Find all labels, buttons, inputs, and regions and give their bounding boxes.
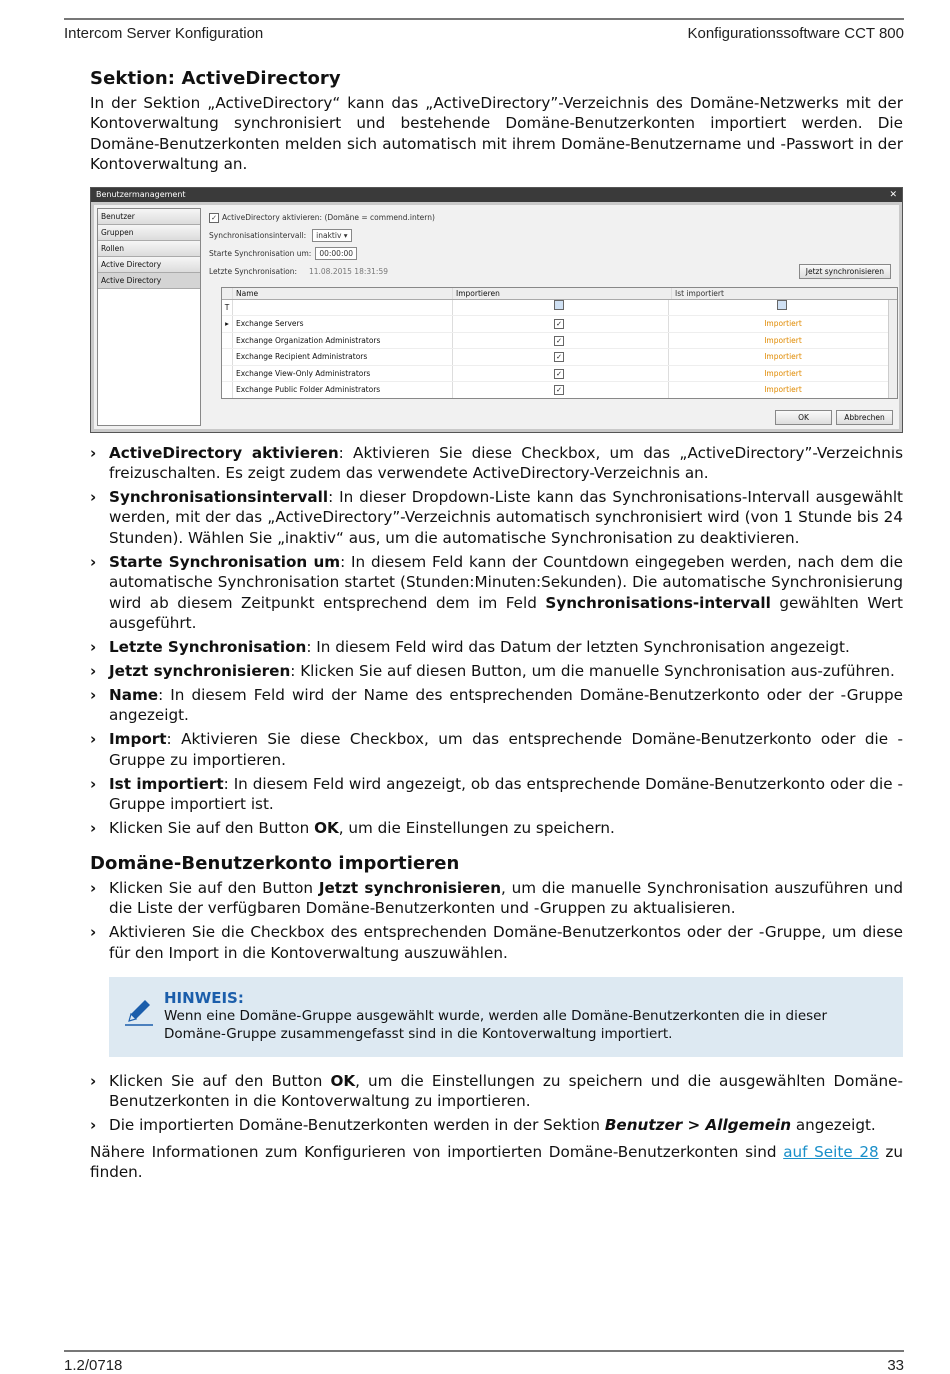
bullet-arrow-icon: › <box>90 488 97 507</box>
ad-grid <box>221 287 898 399</box>
dialog-body <box>94 205 899 429</box>
row-name: Exchange View-Only Administrators <box>233 366 453 382</box>
dialog-title: Benutzermanagement <box>96 189 186 199</box>
page-28-link[interactable]: auf Seite 28 <box>783 1142 879 1161</box>
bullet-arrow-icon: › <box>90 662 97 681</box>
list-item: › Aktivieren Sie die Checkbox des entsprechenden Domäne-Benutzerkontos oder der -Gruppe, um diese für den Import in die Kontoverwaltung auszuwählen. <box>90 923 903 962</box>
list-item: › ActiveDirectory aktivieren: Aktivieren Sie diese Checkbox, um das „ActiveDirectory”-Verzeichnis freizuschalten. Es zeigt zudem das verwendete ActiveDirectory-Verzeichnis an. <box>90 443 904 483</box>
list-item: › Klicken Sie auf den Button OK, um die Einstellungen zu speichern und die ausgewählten Domäne-Benutzerkonten in die Kontoverwaltung zu importieren. <box>90 1071 904 1111</box>
last-sync-value: 11.08.2015 18:31:59 <box>308 267 388 277</box>
sync-now-button: Jetzt synchronisieren <box>799 264 891 279</box>
row-name: Exchange Recipient Administrators <box>233 349 453 365</box>
checkbox-checked-icon: ✓ <box>554 319 564 329</box>
section-intro: In der Sektion „ActiveDirectory“ kann das „ActiveDirectory”-Verzeichnis des Domäne-Netzwerks mit der Kontoverwaltung synchronisiert und bestehende Domäne-Benutzerkonten importiert werden. Die Domäne-Benutzerkonten melden sich automatisch mit ihrem Domäne-Benutzername und -Passwort in der Kontoverwaltung an. <box>90 94 903 174</box>
interval-label: Synchronisationsintervall: <box>209 231 307 241</box>
nav-item-rollen: Rollen <box>98 241 200 257</box>
bullet-arrow-icon: › <box>90 1116 97 1135</box>
checkbox-checked-icon: ✓ <box>554 369 564 379</box>
table-row <box>222 316 897 333</box>
nav-item-benutzer: Benutzer <box>98 209 200 225</box>
hint-box <box>109 977 903 1057</box>
col-imported: Ist importiert <box>675 288 724 298</box>
table-row <box>222 349 897 366</box>
list-item: › Klicken Sie auf den Button Jetzt synchronisieren, um die manuelle Synchronisation auszuführen und die Liste der verfügbaren Domäne-Benutzerkonten und -Gruppen zu aktualisieren. <box>90 878 903 918</box>
grid-scrollbar <box>888 300 897 398</box>
header-left: Intercom Server Konfiguration <box>64 25 264 42</box>
benutzermanagement-screenshot <box>90 187 903 433</box>
grid-header <box>222 288 897 300</box>
bullet-arrow-icon: › <box>90 819 97 838</box>
grid-filter-row <box>222 300 897 317</box>
row-status: Importiert <box>764 352 802 362</box>
bullet-arrow-icon: › <box>90 686 97 705</box>
cancel-button: Abbrechen <box>836 410 893 425</box>
list-item: › Ist importiert: In diesem Feld wird angezeigt, ob das entsprechende Domäne-Benutzerkonto oder die -Gruppe importiert ist. <box>90 774 903 814</box>
bullet-arrow-icon: › <box>90 774 97 793</box>
close-icon: ✕ <box>889 189 897 200</box>
list-item: › Name: In diesem Feld wird der Name des entsprechenden Domäne-Benutzerkonto oder der -Gruppe angezeigt. <box>90 686 903 725</box>
bullet-arrow-icon: › <box>90 1071 97 1090</box>
ok-button: OK <box>775 410 832 425</box>
list-item: › Jetzt synchronisieren: Klicken Sie auf diesen Button, um die manuelle Synchronisation aus-zuführen. <box>90 662 895 681</box>
hint-text: Wenn eine Domäne-Gruppe ausgewählt wurde, werden alle Domäne-Benutzerkonten die in dieser Domäne-Gruppe zusammengefasst sind in die Kontoverwaltung importiert. <box>164 1007 828 1042</box>
bullet-arrow-icon: › <box>90 552 97 571</box>
checkbox-checked-icon: ✓ <box>209 213 219 223</box>
bullet-arrow-icon: › <box>90 730 97 749</box>
interval-value: inaktiv <box>316 231 342 241</box>
dialog-nav <box>97 208 201 426</box>
checkbox-icon <box>777 300 787 310</box>
row-name: Exchange Public Folder Administrators <box>233 382 453 398</box>
start-label: Starte Synchronisation um: <box>209 249 312 259</box>
checkbox-checked-icon: ✓ <box>554 336 564 346</box>
bullet-arrow-icon: › <box>90 878 97 897</box>
dialog-titlebar <box>91 188 902 202</box>
section-title-activedirectory: Sektion: ActiveDirectory <box>90 68 341 89</box>
field-descriptions <box>90 443 903 839</box>
row-name: Exchange Servers <box>233 316 453 332</box>
dialog-buttons <box>775 410 893 425</box>
pencil-icon <box>123 995 155 1027</box>
bullet-arrow-icon: › <box>90 638 97 657</box>
import-steps-2 <box>90 1071 903 1136</box>
page-content <box>90 68 903 1183</box>
page-number: 33 <box>887 1357 904 1374</box>
checkbox-checked-icon: ✓ <box>554 385 564 395</box>
bullet-arrow-icon: › <box>90 923 97 942</box>
import-steps <box>90 878 903 963</box>
row-status: Importiert <box>764 385 802 395</box>
table-row <box>222 382 897 399</box>
table-row <box>222 333 897 350</box>
row-name: Exchange Organization Administrators <box>233 333 453 349</box>
ad-form <box>209 209 435 281</box>
ad-checkbox-label: ActiveDirectory aktivieren: (Domäne = commend.intern) <box>222 213 435 223</box>
list-item: › Die importierten Domäne-Benutzerkonten werden in der Sektion Benutzer > Allgemein angezeigt. <box>90 1116 876 1135</box>
interval-select <box>312 229 351 242</box>
col-import: Importieren <box>453 288 672 299</box>
nav-item-active-directory: Active Directory <box>98 257 200 273</box>
row-pointer-icon: ▸ <box>222 316 233 332</box>
closing-paragraph: Nähere Informationen zum Konfigurieren von importierten Domäne-Benutzerkonten sind auf Seite 28 zu finden. <box>90 1142 903 1182</box>
list-item: › Letzte Synchronisation: In diesem Feld wird das Datum der letzten Synchronisation angezeigt. <box>90 638 850 657</box>
nav-item-active-directory-selected: Active Directory <box>98 273 200 289</box>
footer-version: 1.2/0718 <box>64 1357 123 1374</box>
start-input: 00:00:00 <box>315 247 357 260</box>
page-footer <box>64 1350 904 1374</box>
list-item: › Import: Aktivieren Sie diese Checkbox, um das entsprechende Domäne-Benutzerkonto oder die -Gruppe zu importieren. <box>90 730 903 769</box>
hint-title: HINWEIS: <box>164 988 244 1007</box>
row-status: Importiert <box>764 319 802 329</box>
bullet-arrow-icon: › <box>90 443 97 462</box>
list-item: › Starte Synchronisation um: In diesem Feld kann der Countdown eingegeben werden, nach dem die automatische Synchronisation startet (Stunden:Minuten:Sekunden). Die automatische Synchronisierung wird ab diesem Zeitpunkt entsprechend dem im Feld Synchronisations-intervall gewählten Wert ausgeführt. <box>90 552 903 633</box>
last-sync-label: Letzte Synchronisation: <box>209 267 298 277</box>
nav-item-gruppen: Gruppen <box>98 225 200 241</box>
row-status: Importiert <box>764 368 802 378</box>
list-item: › Klicken Sie auf den Button OK, um die Einstellungen zu speichern. <box>90 819 615 838</box>
list-item: › Synchronisationsintervall: In dieser Dropdown-Liste kann das Synchronisations-Intervall ausgewählt werden, mit der das „ActiveDirectory”-Verzeichnis automatisch synchronisiert wird (von 1 Stunde bis 24 Stunden). Wählen Sie „inaktiv“ aus, um die automatische Synchronisation zu deaktivieren. <box>90 488 903 547</box>
checkbox-icon <box>554 300 564 310</box>
section-title-import: Domäne-Benutzerkonto importieren <box>90 852 460 874</box>
col-name: Name <box>233 288 453 299</box>
chevron-down-icon: ▾ <box>343 231 348 241</box>
table-row <box>222 366 897 383</box>
filter-icon: T <box>222 300 233 316</box>
header-right: Konfigurationssoftware CCT 800 <box>687 25 904 42</box>
page-header <box>64 18 904 42</box>
row-status: Importiert <box>764 335 802 345</box>
checkbox-checked-icon: ✓ <box>554 352 564 362</box>
